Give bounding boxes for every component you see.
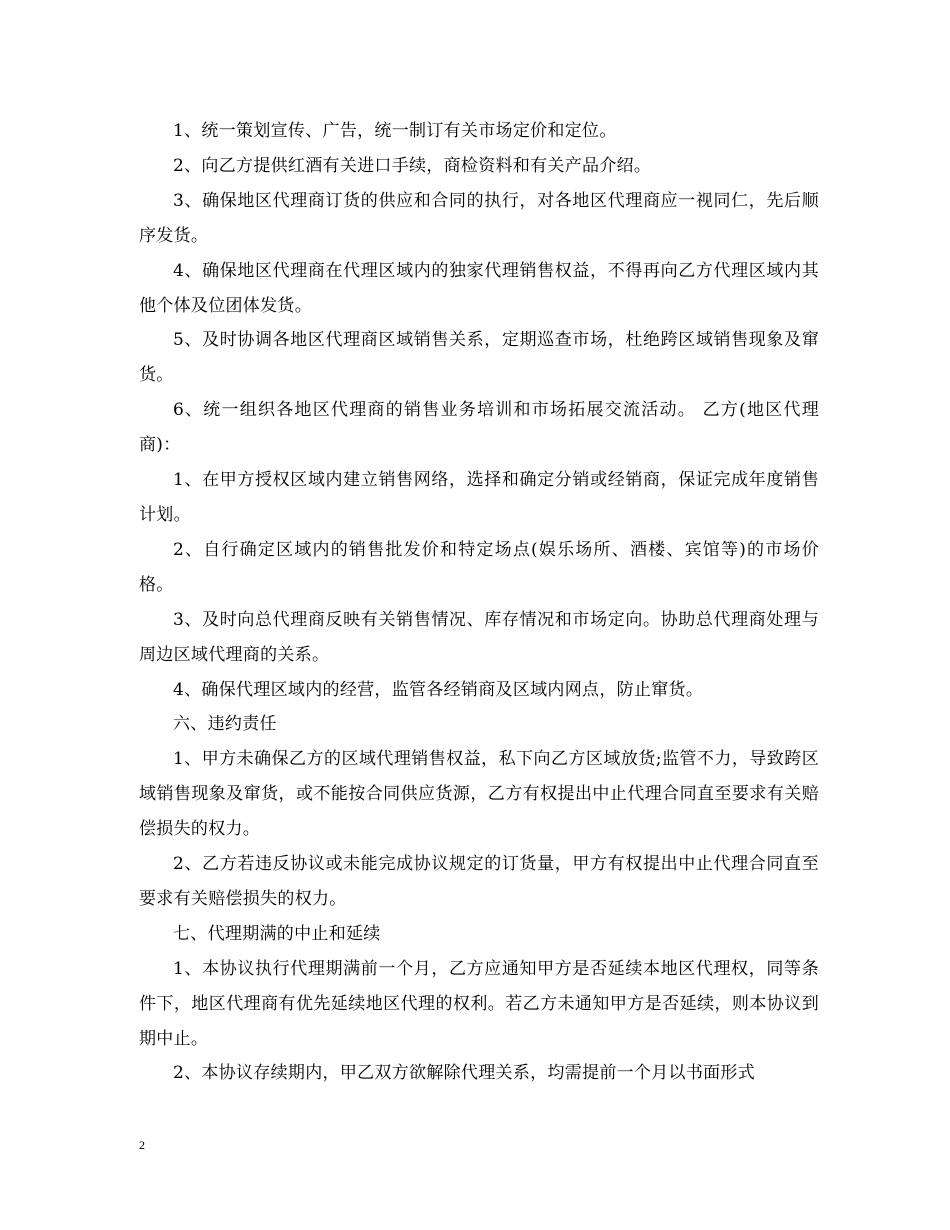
paragraph: 3、确保地区代理商订货的供应和合同的执行，对各地区代理商应一视同仁，先后顺序发货。	[139, 190, 819, 246]
paragraph: 6、统一组织各地区代理商的销售业务培训和市场拓展交流活动。 乙方(地区代理商)：	[139, 400, 819, 456]
paragraph: 2、乙方若违反协议或未能完成协议规定的订货量，甲方有权提出中止代理合同直至要求有关赔偿损失的权力。	[139, 854, 819, 909]
paragraph: 3、及时向总代理商反映有关销售情况、库存情况和市场定向。协助总代理商处理与周边区域代理商的关系。	[139, 609, 819, 665]
section-heading: 七、代理期满的中止和延续	[173, 923, 381, 944]
paragraph: 1、甲方未确保乙方的区域代理销售权益，私下向乙方区域放货;监管不力，导致跨区域销售现象及窜货，或不能按合同供应货源，乙方有权提出中止代理合同直至要求有关赔偿损失的权力。	[139, 749, 819, 840]
paragraph: 4、确保地区代理商在代理区域内的独家代理销售权益，不得再向乙方代理区域内其他个体及位团体发货。	[139, 260, 819, 316]
paragraph: 1、统一策划宣传、广告，统一制订有关市场定价和定位。	[173, 121, 617, 141]
page-number: 2	[139, 1138, 145, 1152]
paragraph: 2、向乙方提供红酒有关进口手续，商检资料和有关产品介绍。	[173, 155, 652, 176]
paragraph: 2、本协议存续期内，甲乙双方欲解除代理关系，均需提前一个月以书面形式	[173, 1063, 756, 1084]
paragraph: 5、及时协调各地区代理商区域销售关系，定期巡查市场，杜绝跨区域销售现象及窜货。	[139, 330, 819, 386]
paragraph: 4、确保代理区域内的经营，监管各经销商及区域内网点，防止窜货。	[173, 679, 704, 700]
section-heading: 六、违约责任	[173, 714, 277, 735]
document-body	[139, 114, 819, 1091]
paragraph: 2、自行确定区域内的销售批发价和特定场点(娱乐场所、酒楼、宾馆等)的市场价格。	[139, 539, 819, 595]
paragraph: 1、本协议执行代理期满前一个月，乙方应通知甲方是否延续本地区代理权，同等条件下，地区代理商有优先延续地区代理的权利。若乙方未通知甲方是否延续，则本协议到期中止。	[139, 958, 819, 1049]
paragraph: 1、在甲方授权区域内建立销售网络，选择和确定分销或经销商，保证完成年度销售计划。	[139, 470, 819, 525]
